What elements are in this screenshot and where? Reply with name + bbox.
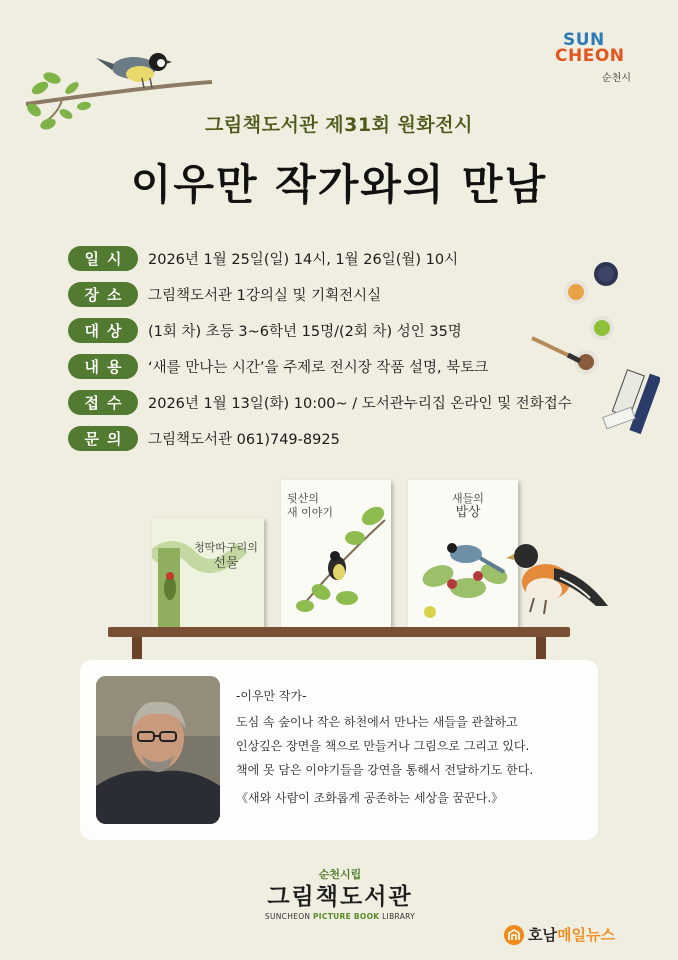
library-eng-highlight: PICTURE BOOK: [313, 912, 380, 921]
library-logo-english: [250, 912, 430, 921]
info-row-registration: [68, 390, 572, 415]
book-title-line1: 새들의: [452, 492, 484, 505]
brambling-bird-illustration: [504, 534, 614, 634]
book-cover: [152, 518, 264, 628]
info-value: 2026년 1월 13일(화) 10:00~ / 도서관누리집 온라인 및 전화접수: [148, 396, 572, 412]
info-value: (1회 차) 초등 3~6학년 15명/(2회 차) 성인 35명: [148, 324, 462, 340]
info-row-inquiry: [68, 426, 340, 451]
author-bio-line: 《새와 사람이 조화롭게 공존하는 세상을 꿈꾼다.》: [236, 791, 504, 805]
author-bio-line: 인상깊은 장면을 책으로 만들거나 그림으로 그리고 있다.: [236, 739, 530, 753]
info-row-place: [68, 282, 381, 307]
book-title-line2: 밥상: [455, 505, 481, 520]
info-value: ‘새를 만나는 시간’을 주제로 전시장 작품 설명, 북토크: [148, 360, 489, 376]
info-value: 그림책도서관 1강의실 및 기획전시실: [148, 288, 382, 304]
suncheon-city-logo: [555, 32, 645, 84]
book-cover: [408, 480, 518, 628]
picture-book-library-logo: [250, 866, 430, 930]
author-bio-line: 책에 못 담은 이야기들을 강연을 통해서 전달하기도 한다.: [236, 763, 534, 777]
honam-news-logo: [504, 924, 615, 945]
book-title-line2: 새 이야기: [287, 506, 334, 519]
book-title-line1: 뒷산의: [287, 492, 319, 505]
book-title-line2: 선물: [213, 556, 239, 571]
info-value: 2026년 1월 25일(일) 14시, 1월 26일(월) 10시: [148, 252, 459, 268]
shelf-leg: [132, 637, 142, 659]
info-row-datetime: [68, 246, 458, 271]
author-bio-line: 도심 속 숲이나 작은 하천에서 만나는 새들을 관찰하고: [236, 715, 518, 729]
library-eng-suffix: LIBRARY: [379, 912, 416, 921]
paint-supplies-illustration: [520, 262, 660, 452]
book-cover: [281, 480, 391, 628]
info-label: 내용: [68, 354, 138, 379]
book-title-line1: 청딱따구리의: [194, 541, 258, 554]
library-eng-prefix: SUNCHEON: [264, 912, 313, 921]
logo-brand-line2: CHEON: [555, 46, 625, 66]
shelf-board: [108, 627, 570, 637]
author-card: [80, 660, 598, 840]
info-row-target: [68, 318, 462, 343]
author-name: -이우만 작가-: [236, 689, 307, 703]
event-subtitle: 그림책도서관 제31회 원화전시: [205, 114, 473, 136]
author-portrait: [96, 676, 220, 824]
author-photo: [96, 676, 220, 824]
shelf-leg: [536, 637, 546, 659]
library-logo-top: 순천시립: [318, 868, 362, 881]
library-logo-name: 그림책도서관: [267, 884, 413, 910]
logo-brand-line1: SUN: [563, 30, 605, 50]
news-logo-part1: 호남: [528, 926, 557, 944]
info-value: 그림책도서관 061)749-8925: [148, 432, 340, 448]
author-bio: [236, 684, 586, 810]
news-logo-part2: 매일뉴스: [556, 926, 615, 944]
news-logo-icon: [504, 925, 524, 945]
info-label: 장소: [68, 282, 138, 307]
logo-city-name: 순천시: [602, 73, 631, 84]
info-row-content: [68, 354, 488, 379]
info-label: 일시: [68, 246, 138, 271]
book-cover-art: [152, 518, 264, 628]
event-title: 이우만 작가와의 만남: [130, 160, 548, 209]
info-label: 대상: [68, 318, 138, 343]
info-label: 문의: [68, 426, 138, 451]
info-label: 접수: [68, 390, 138, 415]
